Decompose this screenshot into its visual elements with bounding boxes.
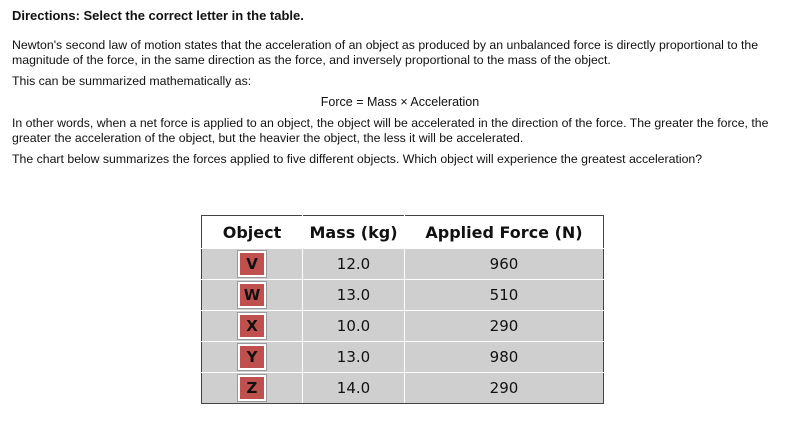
table-row [202, 249, 604, 280]
mass-cell: 14.0 [303, 373, 405, 404]
intro-paragraph: Newton's second law of motion states that the acceleration of an object as produced by an unbalanced force is directly proportional to the magnitude of the force, in the same direction as the force, and inversely proportional to the mass of the object. [12, 38, 759, 67]
select-letter-z-button[interactable]: Z [238, 375, 266, 401]
summary-lead-paragraph: This can be summarized mathematically as: [12, 74, 252, 88]
header-object: Object [202, 216, 303, 249]
object-cell [202, 311, 303, 342]
header-force: Applied Force (N) [405, 216, 604, 249]
table-row [202, 342, 604, 373]
mass-cell: 13.0 [303, 342, 405, 373]
table-row [202, 311, 604, 342]
force-cell: 290 [405, 311, 604, 342]
select-letter-x-button[interactable]: X [238, 313, 266, 339]
explanation-paragraph: In other words, when a net force is applied to an object, the object will be accelerated in the direction of the force. The greater the force, the greater the acceleration of the object, but the heavier the object, the less it will be accelerated. [12, 116, 769, 145]
mass-cell: 13.0 [303, 280, 405, 311]
object-cell [202, 249, 303, 280]
directions-heading: Directions: Select the correct letter in the table. [12, 8, 304, 23]
object-cell [202, 280, 303, 311]
select-letter-y-button[interactable]: Y [238, 344, 266, 370]
object-cell [202, 373, 303, 404]
objects-table-container [201, 215, 604, 404]
force-cell: 960 [405, 249, 604, 280]
force-cell: 290 [405, 373, 604, 404]
mass-cell: 12.0 [303, 249, 405, 280]
select-letter-w-button[interactable]: W [238, 282, 266, 308]
table-row [202, 280, 604, 311]
object-cell [202, 342, 303, 373]
objects-table [201, 215, 604, 404]
force-cell: 980 [405, 342, 604, 373]
header-mass: Mass (kg) [303, 216, 405, 249]
formula-text: Force = Mass × Acceleration [320, 95, 480, 109]
table-header-row [202, 216, 604, 249]
select-letter-v-button[interactable]: V [238, 251, 266, 277]
table-row [202, 373, 604, 404]
force-cell: 510 [405, 280, 604, 311]
question-text: The chart below summarizes the forces applied to five different objects. Which object will experience the greatest acceleration? [12, 152, 703, 166]
mass-cell: 10.0 [303, 311, 405, 342]
question-page [12, 8, 788, 173]
